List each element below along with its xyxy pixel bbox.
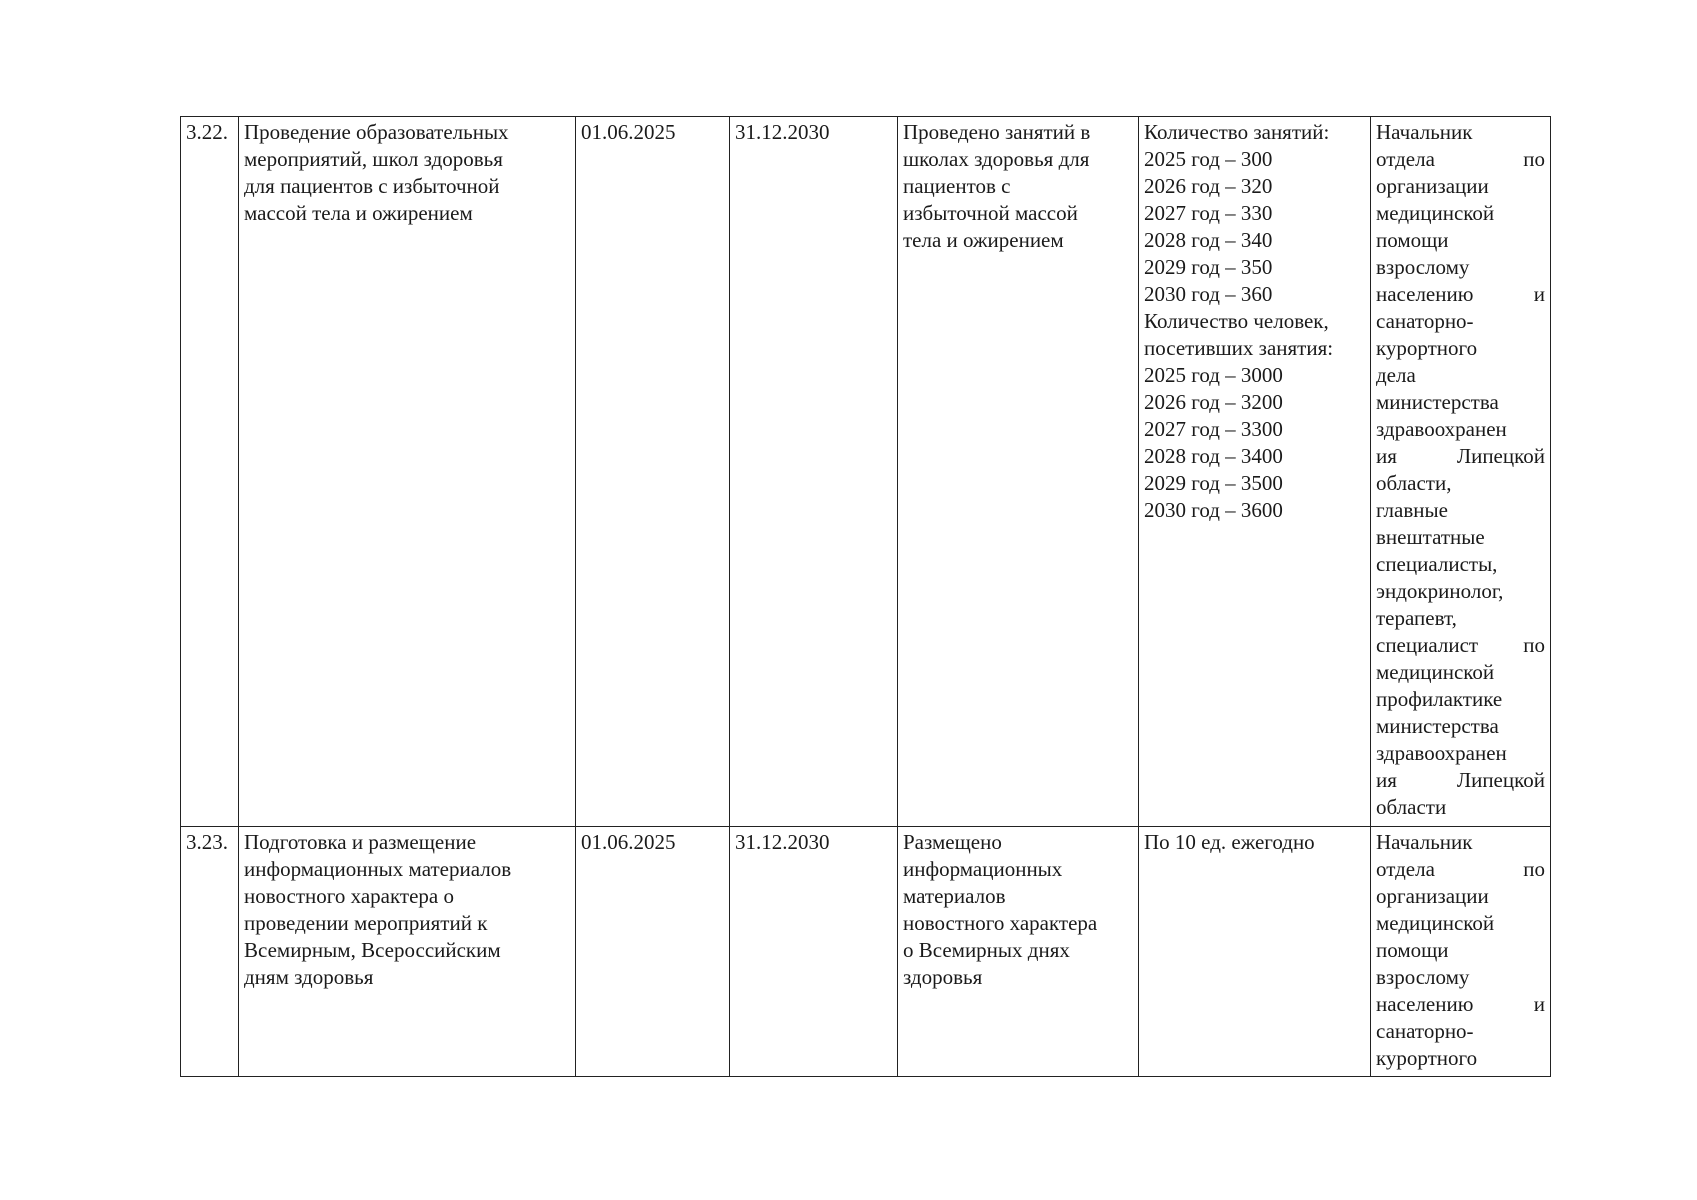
responsible-line: курортного [1376, 1046, 1478, 1070]
activity-name-line: проведении мероприятий к [244, 911, 488, 935]
responsible-line: помощи [1376, 228, 1449, 252]
result-line: информационных [903, 857, 1063, 881]
indicator-line: 2025 год – 300 [1144, 147, 1273, 171]
responsible-line: министерства [1376, 390, 1499, 414]
responsible-line: главные [1376, 498, 1448, 522]
responsible-line: Начальник [1376, 120, 1473, 144]
responsible-line: населению и [1376, 282, 1545, 306]
activity-name-line: массой тела и ожирением [244, 201, 473, 225]
indicator-line: По 10 ед. ежегодно [1144, 830, 1315, 854]
responsible-line: области, [1376, 471, 1452, 495]
activity-name-line: новостного характера о [244, 884, 454, 908]
responsible-line: медицинской [1376, 911, 1495, 935]
indicator-line: 2028 год – 340 [1144, 228, 1273, 252]
row-number-cell [181, 827, 239, 1077]
start-date-cell [576, 827, 730, 1077]
responsible-line: организации [1376, 884, 1489, 908]
end-date-cell [730, 117, 898, 827]
responsible-line: курортного [1376, 336, 1478, 360]
responsible-line: области [1376, 795, 1447, 819]
end-date: 31.12.2030 [735, 830, 830, 854]
responsible-line: помощи [1376, 938, 1449, 962]
responsible-line: санаторно- [1376, 309, 1474, 333]
result-line: здоровья [903, 965, 983, 989]
responsible-line: дела [1376, 363, 1416, 387]
indicator-line: Количество человек, [1144, 309, 1329, 333]
activity-name-line: мероприятий, школ здоровья [244, 147, 503, 171]
activity-name-line: для пациентов с избыточной [244, 174, 500, 198]
indicator-line: 2026 год – 3200 [1144, 390, 1283, 414]
activity-name-line: Подготовка и размещение [244, 830, 477, 854]
responsible-cell [1371, 117, 1551, 827]
indicator-line: 2029 год – 3500 [1144, 471, 1283, 495]
start-date-cell [576, 117, 730, 827]
result-line: пациентов с [903, 174, 1011, 198]
activity-name-cell [239, 117, 576, 827]
result-line: материалов [903, 884, 1006, 908]
row-number: 3.23. [186, 830, 228, 854]
result-line: тела и ожирением [903, 228, 1064, 252]
indicator-line: Количество занятий: [1144, 120, 1330, 144]
table-row [181, 117, 1551, 827]
responsible-line: отдела по [1376, 857, 1545, 881]
responsible-line: министерства [1376, 714, 1499, 738]
expected-result-cell [898, 117, 1139, 827]
indicator-line: 2025 год – 3000 [1144, 363, 1283, 387]
indicator-line: 2026 год – 320 [1144, 174, 1273, 198]
result-line: новостного характера [903, 911, 1098, 935]
result-line: о Всемирных днях [903, 938, 1070, 962]
end-date-cell [730, 827, 898, 1077]
responsible-line: организации [1376, 174, 1489, 198]
responsible-line: специалисты, [1376, 552, 1498, 576]
responsible-line: медицинской [1376, 201, 1495, 225]
indicator-line: посетивших занятия: [1144, 336, 1334, 360]
responsible-line: медицинской [1376, 660, 1495, 684]
table-row [181, 827, 1551, 1077]
responsible-line: внештатные [1376, 525, 1485, 549]
responsible-line: Начальник [1376, 830, 1473, 854]
result-line: избыточной массой [903, 201, 1078, 225]
responsible-line: населению и [1376, 992, 1545, 1016]
indicator-line: 2027 год – 330 [1144, 201, 1273, 225]
activity-name-cell [239, 827, 576, 1077]
responsible-line: взрослому [1376, 255, 1470, 279]
activity-name-line: Всемирным, Всероссийским [244, 938, 501, 962]
responsible-line: ия Липецкой [1376, 768, 1545, 792]
indicator-line: 2028 год – 3400 [1144, 444, 1283, 468]
responsible-line: санаторно- [1376, 1019, 1474, 1043]
row-number: 3.22. [186, 120, 228, 144]
responsible-line: здравоохранен [1376, 417, 1507, 441]
start-date: 01.06.2025 [581, 830, 676, 854]
responsible-line: отдела по [1376, 147, 1545, 171]
indicator-line: 2029 год – 350 [1144, 255, 1273, 279]
indicator-line: 2030 год – 360 [1144, 282, 1273, 306]
responsible-line: терапевт, [1376, 606, 1457, 630]
indicator-line: 2027 год – 3300 [1144, 417, 1283, 441]
end-date: 31.12.2030 [735, 120, 830, 144]
row-number-cell [181, 117, 239, 827]
activity-name-line: дням здоровья [244, 965, 374, 989]
indicator-line: 2030 год – 3600 [1144, 498, 1283, 522]
indicator-cell [1139, 117, 1371, 827]
responsible-line: здравоохранен [1376, 741, 1507, 765]
activity-name-line: Проведение образовательных [244, 120, 509, 144]
responsible-line: ия Липецкой [1376, 444, 1545, 468]
expected-result-cell [898, 827, 1139, 1077]
result-line: Размещено [903, 830, 1002, 854]
responsible-line: профилактике [1376, 687, 1503, 711]
responsible-line: эндокринолог, [1376, 579, 1504, 603]
activity-plan-table [180, 116, 1551, 1077]
responsible-line: специалист по [1376, 633, 1545, 657]
responsible-line: взрослому [1376, 965, 1470, 989]
activity-name-line: информационных материалов [244, 857, 512, 881]
start-date: 01.06.2025 [581, 120, 676, 144]
responsible-cell [1371, 827, 1551, 1077]
result-line: школах здоровья для [903, 147, 1090, 171]
result-line: Проведено занятий в [903, 120, 1091, 144]
indicator-cell [1139, 827, 1371, 1077]
